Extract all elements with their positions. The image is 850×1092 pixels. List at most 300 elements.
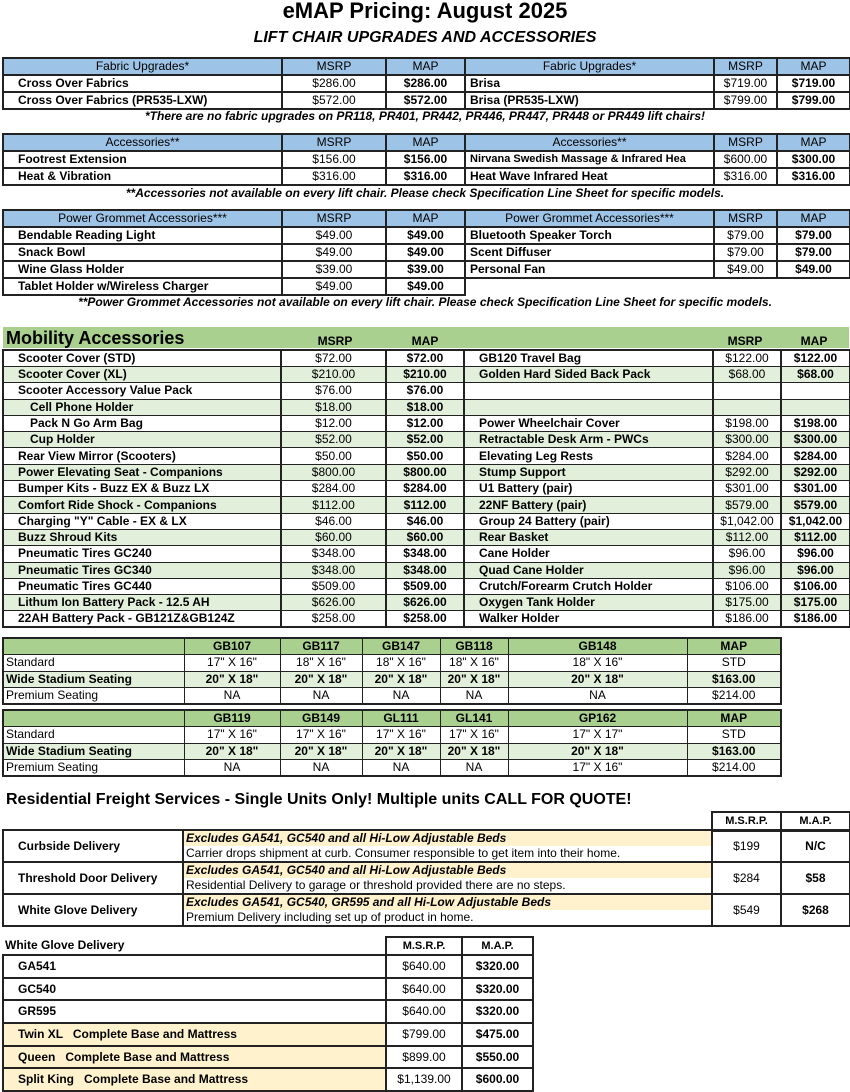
item-name: Charging "Y" Cable - EX & LX bbox=[3, 513, 281, 529]
map-value: $175.00 bbox=[781, 595, 850, 611]
column-header: MSRP bbox=[714, 134, 777, 151]
seat-label: Standard bbox=[3, 655, 184, 672]
item-name: Power Wheelchair Cover bbox=[464, 415, 713, 431]
msrp-value: $112.00 bbox=[713, 529, 781, 545]
column-header: MAP bbox=[777, 58, 850, 75]
service-name: Threshold Door Delivery bbox=[3, 862, 183, 894]
seat-size: NA bbox=[280, 760, 362, 777]
item-name: Pneumatic Tires GC440 bbox=[3, 578, 281, 594]
msrp-value: $284 bbox=[712, 862, 781, 894]
item-name: Bluetooth Speaker Torch bbox=[465, 227, 714, 244]
mobility-title: Mobility Accessories bbox=[6, 328, 185, 348]
seating-table-2 bbox=[2, 709, 782, 777]
corner-cell bbox=[3, 638, 184, 655]
map-value: $268 bbox=[781, 894, 850, 926]
table-row bbox=[3, 227, 850, 244]
column-header: M.S.R.P. bbox=[712, 812, 781, 831]
map-value: $475.00 bbox=[462, 1023, 533, 1046]
service-name: Curbside Delivery bbox=[3, 830, 183, 862]
freight-title: Residential Freight Services - Single Units Only! Multiple units CALL FOR QUOTE! bbox=[6, 791, 632, 808]
msrp-value: $79.00 bbox=[714, 244, 777, 261]
map-value: $96.00 bbox=[781, 562, 850, 578]
msrp-value: $579.00 bbox=[713, 497, 781, 513]
column-header: MSRP bbox=[282, 210, 386, 227]
map-value: $210.00 bbox=[386, 367, 464, 383]
seat-size: 20" X 18" bbox=[280, 671, 362, 688]
model-header: GB147 bbox=[362, 638, 440, 655]
seat-size: NA bbox=[508, 688, 687, 705]
seating-table-1 bbox=[2, 637, 782, 705]
model-header: GB119 bbox=[184, 710, 280, 727]
map-value: $284.00 bbox=[781, 448, 850, 464]
map-value: $79.00 bbox=[777, 227, 850, 244]
table-row bbox=[3, 1023, 533, 1046]
column-header: MAP bbox=[386, 210, 465, 227]
map-value: $186.00 bbox=[781, 611, 850, 628]
msrp-value: $640.00 bbox=[386, 978, 462, 1001]
table-row bbox=[3, 529, 850, 545]
seat-size: 20" X 18" bbox=[184, 743, 280, 760]
accessories-table bbox=[2, 133, 850, 186]
item-name: Brisa (PR535-LXW) bbox=[465, 92, 714, 109]
map-value: $550.00 bbox=[462, 1046, 533, 1069]
column-header: MAP bbox=[687, 710, 781, 727]
map-value: $12.00 bbox=[386, 415, 464, 431]
map-value: $60.00 bbox=[386, 529, 464, 545]
map-value: $320.00 bbox=[462, 955, 533, 978]
column-header: MAP bbox=[386, 134, 465, 151]
msrp-value: $49.00 bbox=[282, 244, 386, 261]
table-row bbox=[3, 75, 850, 92]
map-value: $79.00 bbox=[777, 244, 850, 261]
item-name: Wine Glass Holder bbox=[3, 261, 282, 278]
item-name: Comfort Ride Shock - Companions bbox=[3, 497, 281, 513]
msrp-value: $800.00 bbox=[281, 464, 386, 480]
seat-size: 17" X 16" bbox=[508, 760, 687, 777]
map-value: $156.00 bbox=[386, 151, 465, 168]
item-name: Lithum Ion Battery Pack - 12.5 AH bbox=[3, 595, 281, 611]
msrp-value: $600.00 bbox=[714, 151, 777, 168]
map-value: $799.00 bbox=[777, 92, 850, 109]
table-row bbox=[3, 1046, 533, 1069]
item-name: Quad Cane Holder bbox=[464, 562, 713, 578]
table-row bbox=[3, 261, 850, 278]
table-row bbox=[3, 727, 781, 744]
column-header: Fabric Upgrades* bbox=[465, 58, 714, 75]
model-header: GB118 bbox=[440, 638, 508, 655]
msrp-value: $1,042.00 bbox=[713, 513, 781, 529]
map-value: $316.00 bbox=[386, 168, 465, 185]
map-value bbox=[781, 399, 850, 415]
column-header: MAP bbox=[687, 638, 781, 655]
item-name: 22NF Battery (pair) bbox=[464, 497, 713, 513]
item-name: Scent Diffuser bbox=[465, 244, 714, 261]
seat-size: 17" X 16" bbox=[184, 727, 280, 744]
seat-size: NA bbox=[440, 760, 508, 777]
item-name: Nirvana Swedish Massage & Infrared Hea bbox=[465, 151, 714, 168]
model-header: GL141 bbox=[440, 710, 508, 727]
map-value: $96.00 bbox=[781, 546, 850, 562]
seat-size: 20" X 18" bbox=[280, 743, 362, 760]
fabric-upgrades-table bbox=[2, 57, 850, 110]
freight-table bbox=[2, 829, 850, 927]
map-value: $58 bbox=[781, 862, 850, 894]
seat-size: 20" X 18" bbox=[440, 671, 508, 688]
item-name: Bendable Reading Light bbox=[3, 227, 282, 244]
map-value: $286.00 bbox=[386, 75, 465, 92]
msrp-value: $799.00 bbox=[714, 92, 777, 109]
msrp-value: $79.00 bbox=[714, 227, 777, 244]
map-value: $72.00 bbox=[386, 350, 464, 367]
seat-size: 20" X 18" bbox=[440, 743, 508, 760]
seat-size: 17" X 16" bbox=[440, 727, 508, 744]
map-value: $163.00 bbox=[687, 743, 781, 760]
table-row bbox=[3, 955, 533, 978]
map-value: $292.00 bbox=[781, 464, 850, 480]
service-description: Residential Delivery to garage or threshold provided there are no steps. bbox=[183, 878, 712, 894]
map-value: $800.00 bbox=[386, 464, 464, 480]
excludes-note: Excludes GA541, GC540 and all Hi-Low Adjustable Beds bbox=[183, 862, 712, 878]
map-value: $214.00 bbox=[687, 760, 781, 777]
item-name: Queen Complete Base and Mattress bbox=[3, 1046, 386, 1069]
mobility-accessories-table bbox=[2, 349, 850, 628]
msrp-value: $156.00 bbox=[282, 151, 386, 168]
seat-size: NA bbox=[362, 688, 440, 705]
column-header: MSRP bbox=[714, 210, 777, 227]
msrp-value: $60.00 bbox=[281, 529, 386, 545]
item-name: Scooter Cover (STD) bbox=[3, 350, 281, 367]
table-row bbox=[3, 367, 850, 383]
column-header: MAP bbox=[800, 334, 828, 348]
seat-size: 20" X 18" bbox=[184, 671, 280, 688]
item-name: Retractable Desk Arm - PWCs bbox=[464, 432, 713, 448]
table-row bbox=[3, 1068, 533, 1091]
map-value: $626.00 bbox=[386, 595, 464, 611]
map-value: $572.00 bbox=[386, 92, 465, 109]
map-value: $49.00 bbox=[777, 261, 850, 278]
msrp-value: $18.00 bbox=[281, 399, 386, 415]
model-header: GB148 bbox=[508, 638, 687, 655]
item-name: Snack Bowl bbox=[3, 244, 282, 261]
map-value: $122.00 bbox=[781, 350, 850, 367]
msrp-value: $316.00 bbox=[714, 168, 777, 185]
service-description: Carrier drops shipment at curb. Consumer responsible to get item into their home. bbox=[183, 846, 712, 862]
seat-size: 20" X 18" bbox=[508, 743, 687, 760]
msrp-value: $719.00 bbox=[714, 75, 777, 92]
table-row bbox=[3, 168, 850, 185]
item-name: Scooter Accessory Value Pack bbox=[3, 383, 281, 399]
msrp-value: $286.00 bbox=[282, 75, 386, 92]
item-name: Heat Wave Infrared Heat bbox=[465, 168, 714, 185]
msrp-value: $316.00 bbox=[282, 168, 386, 185]
item-name: Rear Basket bbox=[464, 529, 713, 545]
seat-size: 20" X 18" bbox=[508, 671, 687, 688]
table-row bbox=[3, 432, 850, 448]
table-row bbox=[3, 562, 850, 578]
msrp-value: $258.00 bbox=[281, 611, 386, 628]
map-value: $719.00 bbox=[777, 75, 850, 92]
service-name: White Glove Delivery bbox=[3, 894, 183, 926]
msrp-value: $106.00 bbox=[713, 578, 781, 594]
column-header: MSRP bbox=[282, 134, 386, 151]
msrp-value: $1,139.00 bbox=[386, 1068, 462, 1091]
item-name: Crutch/Forearm Crutch Holder bbox=[464, 578, 713, 594]
map-value: $509.00 bbox=[386, 578, 464, 594]
map-value: $301.00 bbox=[781, 481, 850, 497]
seat-size: NA bbox=[362, 760, 440, 777]
msrp-value: $640.00 bbox=[386, 955, 462, 978]
seat-label: Wide Stadium Seating bbox=[3, 671, 184, 688]
item-name: Personal Fan bbox=[465, 261, 714, 278]
map-value: $1,042.00 bbox=[781, 513, 850, 529]
map-value: $579.00 bbox=[781, 497, 850, 513]
msrp-value: $112.00 bbox=[281, 497, 386, 513]
map-value bbox=[781, 383, 850, 399]
column-header: MSRP bbox=[282, 58, 386, 75]
column-header: Accessories** bbox=[465, 134, 714, 151]
map-value: $106.00 bbox=[781, 578, 850, 594]
msrp-value: $509.00 bbox=[281, 578, 386, 594]
accessories-note: **Accessories not available on every lift chair. Please check Specification Line Sheet for specific models. bbox=[125, 186, 725, 200]
msrp-value: $210.00 bbox=[281, 367, 386, 383]
model-header: GL111 bbox=[362, 710, 440, 727]
table-row bbox=[3, 350, 850, 367]
table-row bbox=[3, 830, 850, 846]
model-header: GP162 bbox=[508, 710, 687, 727]
msrp-value: $549 bbox=[712, 894, 781, 926]
column-header: Power Grommet Accessories*** bbox=[3, 210, 282, 227]
map-value: $68.00 bbox=[781, 367, 850, 383]
excludes-note: Excludes GA541, GC540, GR595 and all Hi-Low Adjustable Beds bbox=[183, 894, 712, 910]
msrp-value: $175.00 bbox=[713, 595, 781, 611]
table-row bbox=[3, 464, 850, 480]
map-value: $18.00 bbox=[386, 399, 464, 415]
item-name: Twin XL Complete Base and Mattress bbox=[3, 1023, 386, 1046]
map-value: $76.00 bbox=[386, 383, 464, 399]
map-value: $50.00 bbox=[386, 448, 464, 464]
table-row bbox=[3, 92, 850, 109]
seat-size: 18" X 16" bbox=[508, 655, 687, 672]
map-value: STD bbox=[687, 727, 781, 744]
column-header: Accessories** bbox=[3, 134, 282, 151]
seat-size: NA bbox=[184, 688, 280, 705]
msrp-value: $301.00 bbox=[713, 481, 781, 497]
column-header: M.S.R.P. bbox=[386, 937, 462, 955]
table-row bbox=[3, 497, 850, 513]
column-header: MSRP bbox=[317, 334, 353, 348]
map-value: $49.00 bbox=[386, 227, 465, 244]
msrp-value: $640.00 bbox=[386, 1000, 462, 1023]
model-header: GB107 bbox=[184, 638, 280, 655]
map-value: $39.00 bbox=[386, 261, 465, 278]
map-value: $214.00 bbox=[687, 688, 781, 705]
table-row bbox=[3, 578, 850, 594]
column-header: MAP bbox=[777, 210, 850, 227]
column-header: Power Grommet Accessories*** bbox=[465, 210, 714, 227]
msrp-value: $12.00 bbox=[281, 415, 386, 431]
item-name: Pack N Go Arm Bag bbox=[3, 415, 281, 431]
column-header: MAP bbox=[777, 134, 850, 151]
column-header: MSRP bbox=[714, 58, 777, 75]
item-name: Power Elevating Seat - Companions bbox=[3, 464, 281, 480]
msrp-value: $39.00 bbox=[282, 261, 386, 278]
item-name: Cross Over Fabrics (PR535-LXW) bbox=[3, 92, 282, 109]
map-value: $300.00 bbox=[777, 151, 850, 168]
item-name: Heat & Vibration bbox=[3, 168, 282, 185]
item-name: GC540 bbox=[3, 978, 386, 1001]
column-header: Fabric Upgrades* bbox=[3, 58, 282, 75]
item-name bbox=[464, 399, 713, 415]
corner-cell bbox=[3, 710, 184, 727]
item-name: Bumper Kits - Buzz EX & Buzz LX bbox=[3, 481, 281, 497]
map-value: $198.00 bbox=[781, 415, 850, 431]
map-value: $52.00 bbox=[386, 432, 464, 448]
item-name: Scooter Cover (XL) bbox=[3, 367, 281, 383]
map-value: $348.00 bbox=[386, 546, 464, 562]
seat-label: Premium Seating bbox=[3, 760, 184, 777]
item-name: Group 24 Battery (pair) bbox=[464, 513, 713, 529]
seat-size: 17" X 16" bbox=[184, 655, 280, 672]
table-row bbox=[3, 1000, 533, 1023]
table-row bbox=[3, 894, 850, 910]
msrp-value: $348.00 bbox=[281, 546, 386, 562]
map-value: $46.00 bbox=[386, 513, 464, 529]
table-row bbox=[3, 655, 781, 672]
column-header: MAP bbox=[386, 58, 465, 75]
msrp-value: $76.00 bbox=[281, 383, 386, 399]
map-value: $320.00 bbox=[462, 1000, 533, 1023]
model-header: GB117 bbox=[280, 638, 362, 655]
table-row bbox=[3, 611, 850, 628]
table-row bbox=[3, 151, 850, 168]
msrp-value: $284.00 bbox=[713, 448, 781, 464]
seat-label: Standard bbox=[3, 727, 184, 744]
msrp-value: $626.00 bbox=[281, 595, 386, 611]
seat-label: Premium Seating bbox=[3, 688, 184, 705]
service-description: Premium Delivery including set up of product in home. bbox=[183, 910, 712, 926]
power-grommet-table bbox=[2, 209, 850, 296]
seat-size: 17" X 16" bbox=[362, 727, 440, 744]
map-value: $112.00 bbox=[386, 497, 464, 513]
item-name: GA541 bbox=[3, 955, 386, 978]
msrp-value: $199 bbox=[712, 830, 781, 862]
seat-size: NA bbox=[440, 688, 508, 705]
msrp-value: $46.00 bbox=[281, 513, 386, 529]
msrp-value: $292.00 bbox=[713, 464, 781, 480]
table-row bbox=[3, 862, 850, 878]
item-name: Tablet Holder w/Wireless Charger bbox=[3, 278, 282, 295]
item-name: Stump Support bbox=[464, 464, 713, 480]
msrp-value: $122.00 bbox=[713, 350, 781, 367]
item-name: 22AH Battery Pack - GB121Z&GB124Z bbox=[3, 611, 281, 628]
table-row bbox=[3, 244, 850, 261]
item-name: Rear View Mirror (Scooters) bbox=[3, 448, 281, 464]
map-value: $320.00 bbox=[462, 978, 533, 1001]
item-name: Buzz Shroud Kits bbox=[3, 529, 281, 545]
seat-size: NA bbox=[280, 688, 362, 705]
seat-size: 20" X 18" bbox=[362, 743, 440, 760]
msrp-value: $49.00 bbox=[282, 278, 386, 295]
table-row bbox=[3, 688, 781, 705]
map-value: $49.00 bbox=[386, 244, 465, 261]
column-header: MSRP bbox=[727, 334, 763, 348]
msrp-value: $72.00 bbox=[281, 350, 386, 367]
seat-size: 20" X 18" bbox=[362, 671, 440, 688]
table-row bbox=[3, 399, 850, 415]
map-value: $600.00 bbox=[462, 1068, 533, 1091]
table-row bbox=[3, 448, 850, 464]
item-name bbox=[464, 383, 713, 399]
excludes-note: Excludes GA541, GC540 and all Hi-Low Adjustable Beds bbox=[183, 830, 712, 846]
item-name: GR595 bbox=[3, 1000, 386, 1023]
msrp-value: $52.00 bbox=[281, 432, 386, 448]
table-row bbox=[3, 760, 781, 777]
msrp-value bbox=[713, 399, 781, 415]
item-name: Pneumatic Tires GC340 bbox=[3, 562, 281, 578]
msrp-value: $49.00 bbox=[282, 227, 386, 244]
msrp-value: $572.00 bbox=[282, 92, 386, 109]
page-title: eMAP Pricing: August 2025 bbox=[282, 0, 568, 23]
item-name: Split King Complete Base and Mattress bbox=[3, 1068, 386, 1091]
model-header: GB149 bbox=[280, 710, 362, 727]
column-header: M.A.P. bbox=[781, 812, 850, 831]
map-value: $300.00 bbox=[781, 432, 850, 448]
msrp-value: $899.00 bbox=[386, 1046, 462, 1069]
msrp-value: $50.00 bbox=[281, 448, 386, 464]
column-header: M.A.P. bbox=[462, 937, 533, 955]
page-subtitle: LIFT CHAIR UPGRADES AND ACCESSORIES bbox=[253, 29, 597, 46]
seat-size: 18" X 16" bbox=[362, 655, 440, 672]
map-value: $163.00 bbox=[687, 671, 781, 688]
seat-size: NA bbox=[184, 760, 280, 777]
msrp-value: $799.00 bbox=[386, 1023, 462, 1046]
table-row bbox=[3, 278, 850, 295]
table-row bbox=[3, 513, 850, 529]
msrp-value: $186.00 bbox=[713, 611, 781, 628]
item-name: Cell Phone Holder bbox=[3, 399, 281, 415]
column-header: MAP bbox=[411, 334, 439, 348]
map-value: $284.00 bbox=[386, 481, 464, 497]
map-value: N/C bbox=[781, 830, 850, 862]
table-row bbox=[3, 383, 850, 399]
map-value: $112.00 bbox=[781, 529, 850, 545]
map-value: $316.00 bbox=[777, 168, 850, 185]
item-name: GB120 Travel Bag bbox=[464, 350, 713, 367]
item-name: Cane Holder bbox=[464, 546, 713, 562]
msrp-value: $68.00 bbox=[713, 367, 781, 383]
seat-size: 18" X 16" bbox=[280, 655, 362, 672]
item-name: Pneumatic Tires GC240 bbox=[3, 546, 281, 562]
table-row bbox=[3, 743, 781, 760]
seat-size: 17" X 16" bbox=[280, 727, 362, 744]
map-value: $49.00 bbox=[386, 278, 465, 295]
table-row bbox=[3, 595, 850, 611]
item-name: Elevating Leg Rests bbox=[464, 448, 713, 464]
seat-size: 17" X 17" bbox=[508, 727, 687, 744]
map-value: STD bbox=[687, 655, 781, 672]
white-glove-title: White Glove Delivery bbox=[5, 938, 125, 952]
msrp-value bbox=[713, 383, 781, 399]
grommet-note: **Power Grommet Accessories not available on every lift chair. Please check Specification Line Sheet for specific models. bbox=[78, 295, 772, 309]
msrp-value: $284.00 bbox=[281, 481, 386, 497]
white-glove-table bbox=[2, 936, 534, 1092]
item-name: Golden Hard Sided Back Pack bbox=[464, 367, 713, 383]
item-name: Walker Holder bbox=[464, 611, 713, 628]
item-name: Brisa bbox=[465, 75, 714, 92]
seat-label: Wide Stadium Seating bbox=[3, 743, 184, 760]
item-name: U1 Battery (pair) bbox=[464, 481, 713, 497]
msrp-value: $49.00 bbox=[714, 261, 777, 278]
